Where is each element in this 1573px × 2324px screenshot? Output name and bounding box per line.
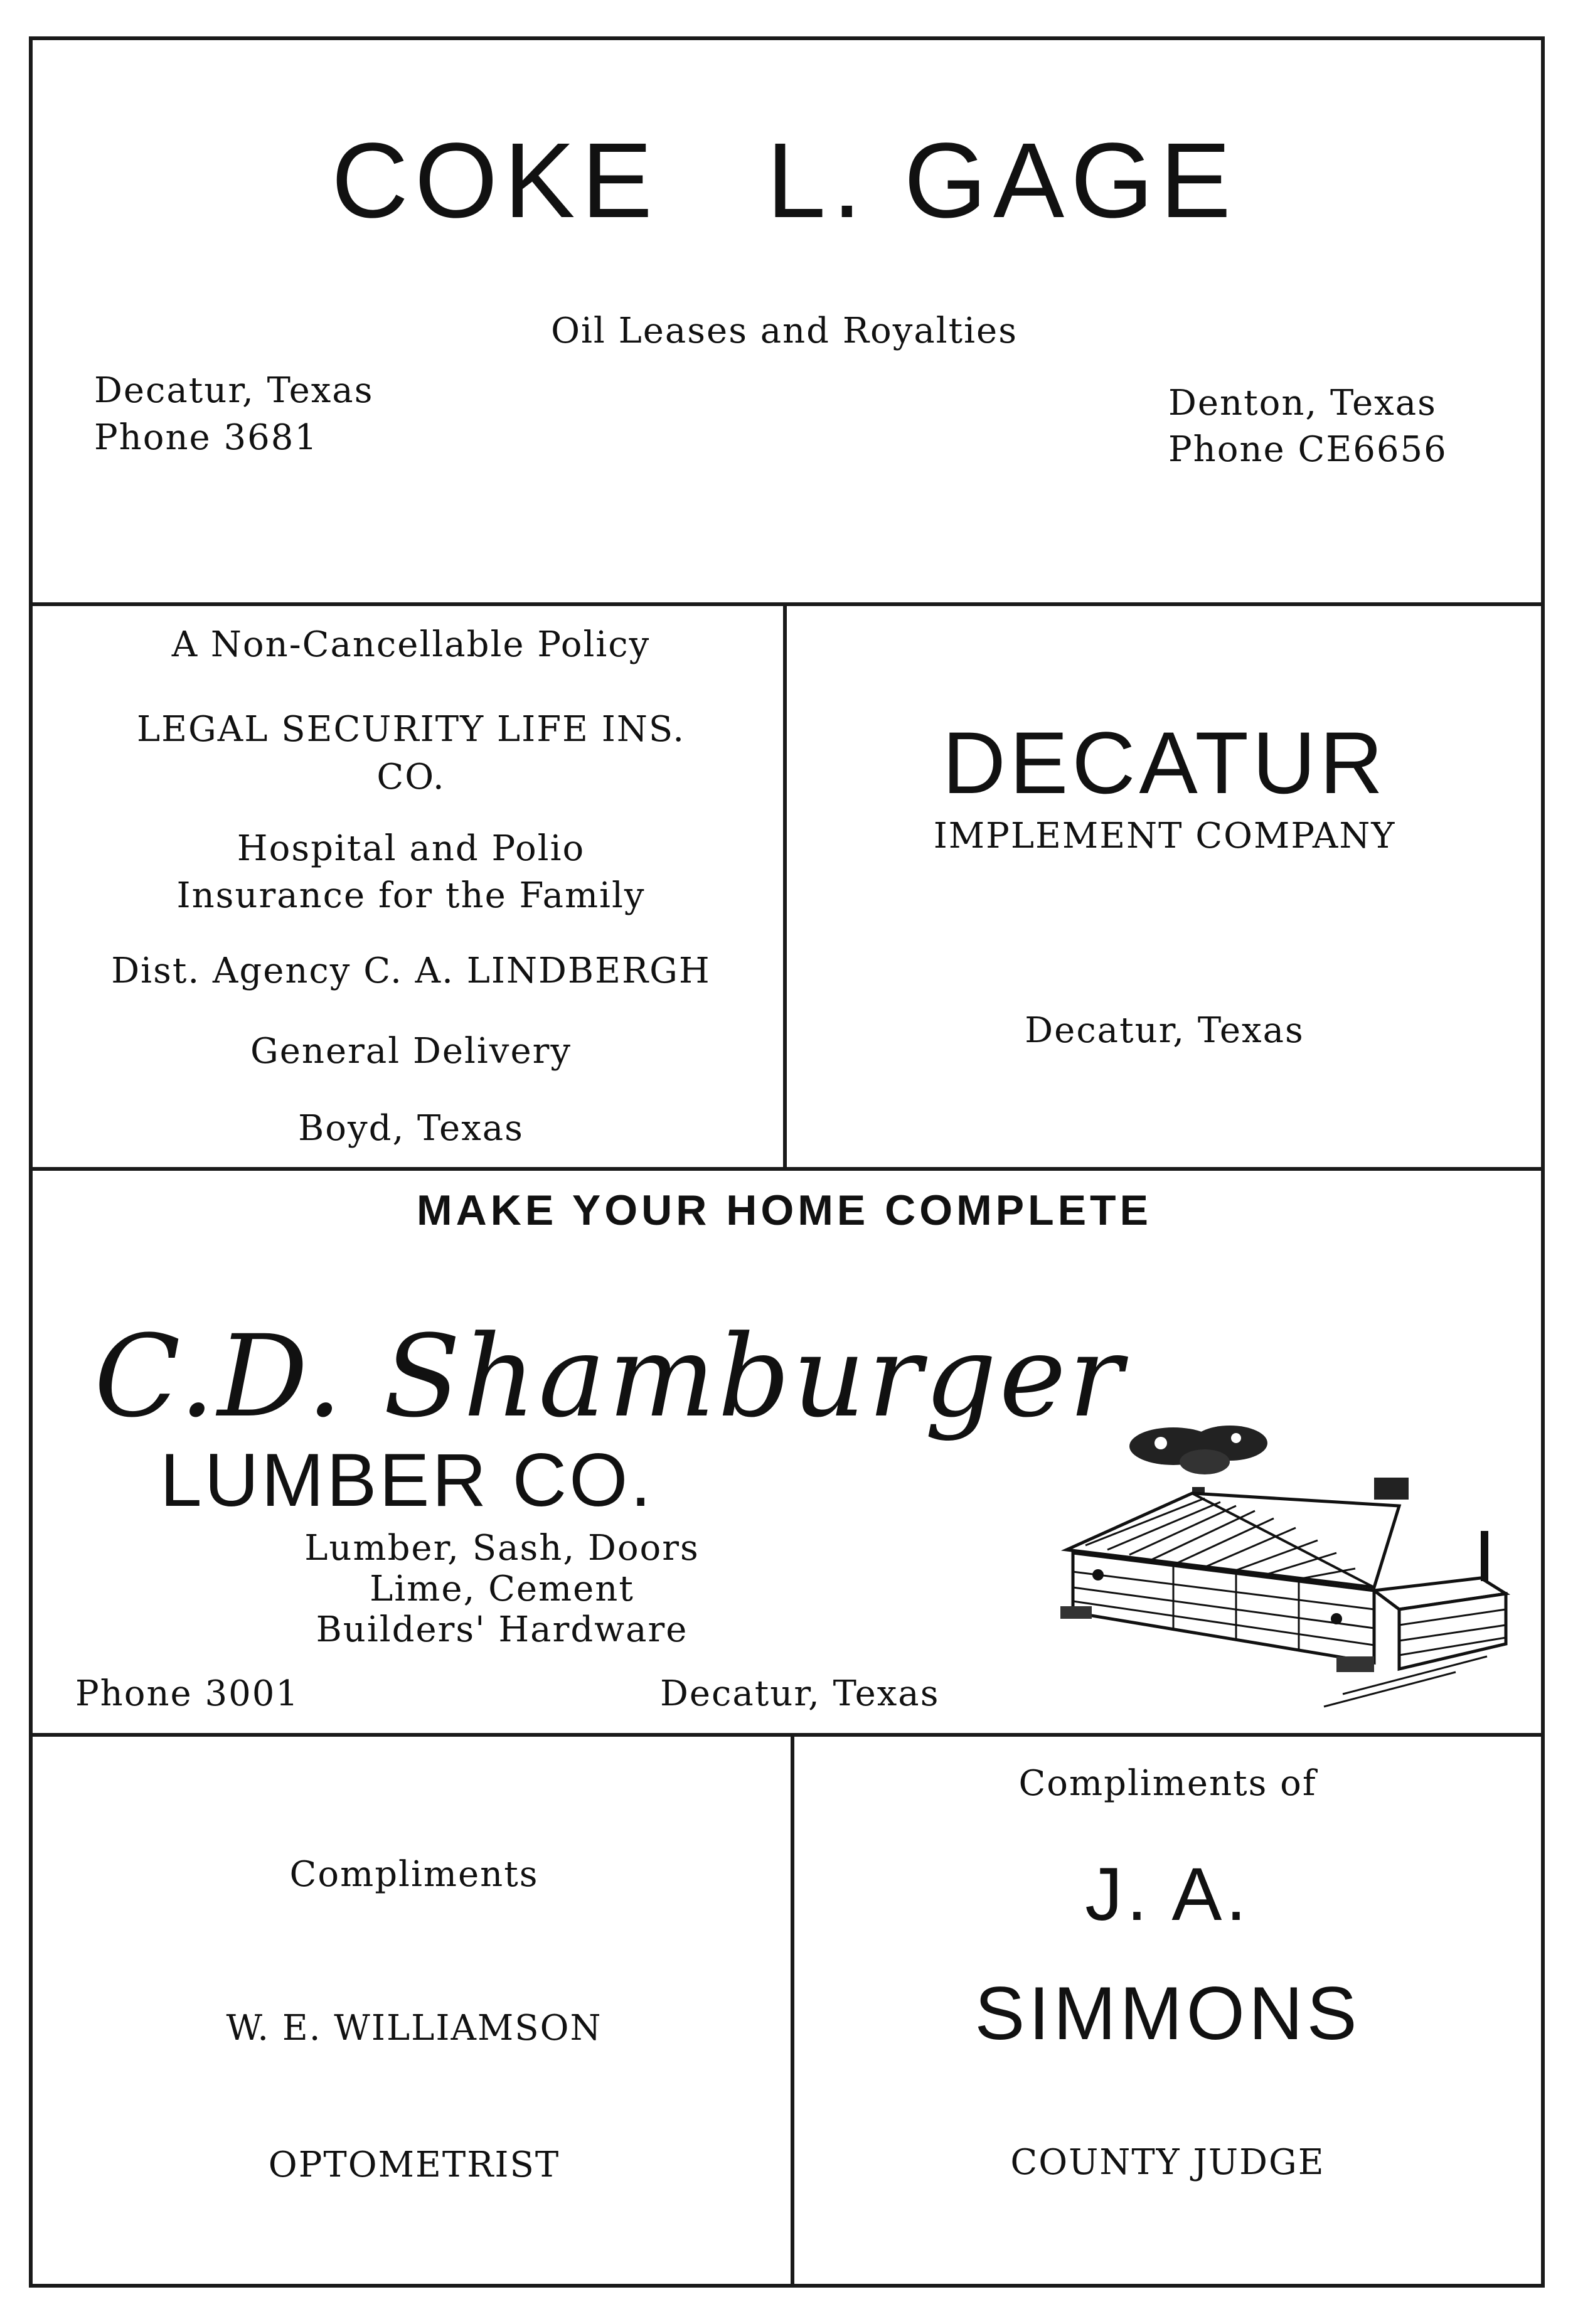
divider-row-3 bbox=[29, 1733, 1545, 1737]
divider-row-2 bbox=[29, 1167, 1545, 1171]
williamson-compliments: Compliments bbox=[289, 1854, 539, 1895]
shamburger-headline: MAKE YOUR HOME COMPLETE bbox=[417, 1186, 1152, 1234]
gage-tagline: Oil Leases and Royalties bbox=[551, 311, 1018, 351]
shamburger-phone: Phone 3001 bbox=[75, 1673, 299, 1714]
simmons-surname: SIMMONS bbox=[974, 1971, 1361, 2055]
legal-desc-line2: Insurance for the Family bbox=[176, 875, 646, 916]
gage-left-phone: Phone 3681 bbox=[94, 417, 318, 458]
gage-name: COKE L. GAGE bbox=[331, 121, 1237, 240]
legal-agency: Dist. Agency C. A. LINDBERGH bbox=[111, 951, 711, 991]
simmons-title: COUNTY JUDGE bbox=[1010, 2142, 1325, 2183]
decatur-impl-subtitle: IMPLEMENT COMPANY bbox=[933, 816, 1396, 856]
shamburger-script-name: C.D. Shamburger bbox=[94, 1311, 1126, 1442]
shamburger-products-line1: Lumber, Sash, Doors bbox=[304, 1528, 700, 1569]
legal-city: Boyd, Texas bbox=[298, 1108, 524, 1149]
legal-company-line2: CO. bbox=[376, 757, 445, 797]
legal-delivery: General Delivery bbox=[250, 1031, 572, 1072]
shamburger-city: Decatur, Texas bbox=[660, 1673, 940, 1714]
gage-right-city: Denton, Texas bbox=[1168, 383, 1437, 424]
williamson-title: OPTOMETRIST bbox=[268, 2145, 560, 2185]
decatur-impl-city: Decatur, Texas bbox=[1025, 1010, 1304, 1051]
garage bbox=[1374, 1531, 1506, 1669]
simmons-compliments: Compliments of bbox=[1018, 1763, 1317, 1804]
divider-row-1 bbox=[29, 602, 1545, 606]
legal-desc-line1: Hospital and Polio bbox=[237, 828, 585, 869]
shamburger-products-line2: Lime, Cement bbox=[370, 1569, 634, 1609]
house-illustration bbox=[1048, 1418, 1525, 1713]
shamburger-products-line3: Builders' Hardware bbox=[316, 1609, 688, 1650]
gage-left-city: Decatur, Texas bbox=[94, 370, 374, 411]
legal-company-line1: LEGAL SECURITY LIFE INS. bbox=[136, 709, 686, 750]
decatur-impl-name: DECATUR bbox=[942, 713, 1387, 812]
gage-right-phone: Phone CE6656 bbox=[1168, 429, 1448, 470]
legal-policy: A Non-Cancellable Policy bbox=[171, 624, 651, 665]
tree-foliage bbox=[1129, 1426, 1267, 1474]
williamson-name: W. E. WILLIAMSON bbox=[226, 2008, 602, 2049]
shamburger-lumber: LUMBER CO. bbox=[160, 1438, 654, 1522]
simmons-initials: J. A. bbox=[1085, 1852, 1250, 1936]
